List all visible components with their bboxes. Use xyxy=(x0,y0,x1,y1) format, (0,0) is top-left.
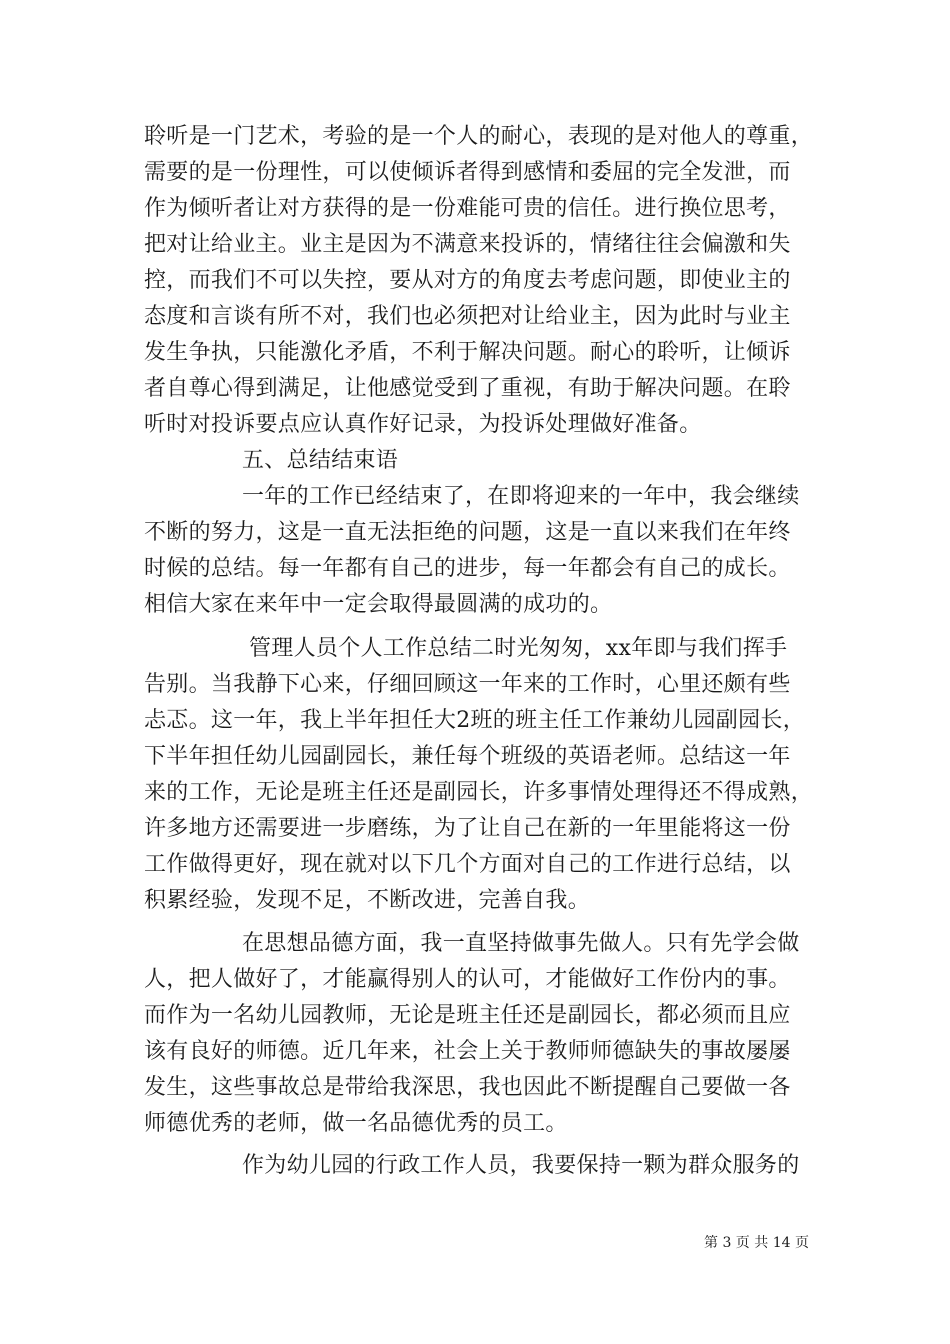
text-line: 下半年担任幼儿园副园长，兼任每个班级的英语老师。总结这一年 xyxy=(144,744,791,769)
text-line: 需要的是一份理性，可以使倾诉者得到感情和委屈的完全发泄，而 xyxy=(144,160,791,185)
text-line: 该有良好的师德。近几年来，社会上关于教师师德缺失的事故屡屡 xyxy=(144,1039,791,1064)
text-line: 作为倾听者让对方获得的是一份难能可贵的信任。进行换位思考， xyxy=(144,196,791,221)
text-line: 把对让给业主。业主是因为不满意来投诉的，情绪往往会偏激和失 xyxy=(144,232,791,257)
text-line: 许多地方还需要进一步磨练，为了让自己在新的一年里能将这一份 xyxy=(144,816,791,841)
text-line: 积累经验，发现不足，不断改进，完善自我。 xyxy=(144,888,591,913)
text-line: 人，把人做好了，才能赢得别人的认可，才能做好工作份内的事。 xyxy=(144,967,791,992)
text-line: 控，而我们不可以失控，要从对方的角度去考虑问题，即使业主的 xyxy=(144,268,791,293)
text-line: 管理人员个人工作总结二时光匆匆，xx年即与我们挥手 xyxy=(249,636,788,661)
text-line: 时候的总结。每一年都有自己的进步，每一年都会有自己的成长。 xyxy=(144,556,791,581)
text-line: 忐忑。这一年，我上半年担任大2班的班主任工作兼幼儿园副园长， xyxy=(144,708,805,733)
text-line: 聆听是一门艺术，考验的是一个人的耐心，表现的是对他人的尊重， xyxy=(144,124,814,149)
text-line: 发生，这些事故总是带给我深思，我也因此不断提醒自己要做一各 xyxy=(144,1075,791,1100)
text-line: 作为幼儿园的行政工作人员，我要保持一颗为群众服务的 xyxy=(242,1153,800,1178)
text-line: 告别。当我静下心来，仔细回顾这一年来的工作时，心里还颇有些 xyxy=(144,672,791,697)
text-line: 师德优秀的老师，做一名品德优秀的员工。 xyxy=(144,1111,568,1136)
section-heading: 五、总结结束语 xyxy=(242,448,399,473)
page-number: 第 3 页 共 14 页 xyxy=(704,1235,809,1251)
text-line: 工作做得更好，现在就对以下几个方面对自己的工作进行总结，以 xyxy=(144,852,791,877)
text-line: 而作为一名幼儿园教师，无论是班主任还是副园长，都必须而且应 xyxy=(144,1003,791,1028)
text-line: 一年的工作已经结束了，在即将迎来的一年中，我会继续 xyxy=(242,484,800,509)
text-line: 在思想品德方面，我一直坚持做事先做人。只有先学会做 xyxy=(242,931,800,956)
text-line: 态度和言谈有所不对，我们也必须把对让给业主，因为此时与业主 xyxy=(144,304,791,329)
text-line: 不断的努力，这是一直无法拒绝的问题，这是一直以来我们在年终 xyxy=(144,520,791,545)
text-line: 听时对投诉要点应认真作好记录，为投诉处理做好准备。 xyxy=(144,412,702,437)
text-line: 来的工作，无论是班主任还是副园长，许多事情处理得还不得成熟， xyxy=(144,780,814,805)
text-line: 者自尊心得到满足，让他感觉受到了重视，有助于解决问题。在聆 xyxy=(144,376,791,401)
text-line: 发生争执，只能激化矛盾，不利于解决问题。耐心的聆听，让倾诉 xyxy=(144,340,791,365)
text-line: 相信大家在来年中一定会取得最圆满的成功的。 xyxy=(144,592,613,617)
